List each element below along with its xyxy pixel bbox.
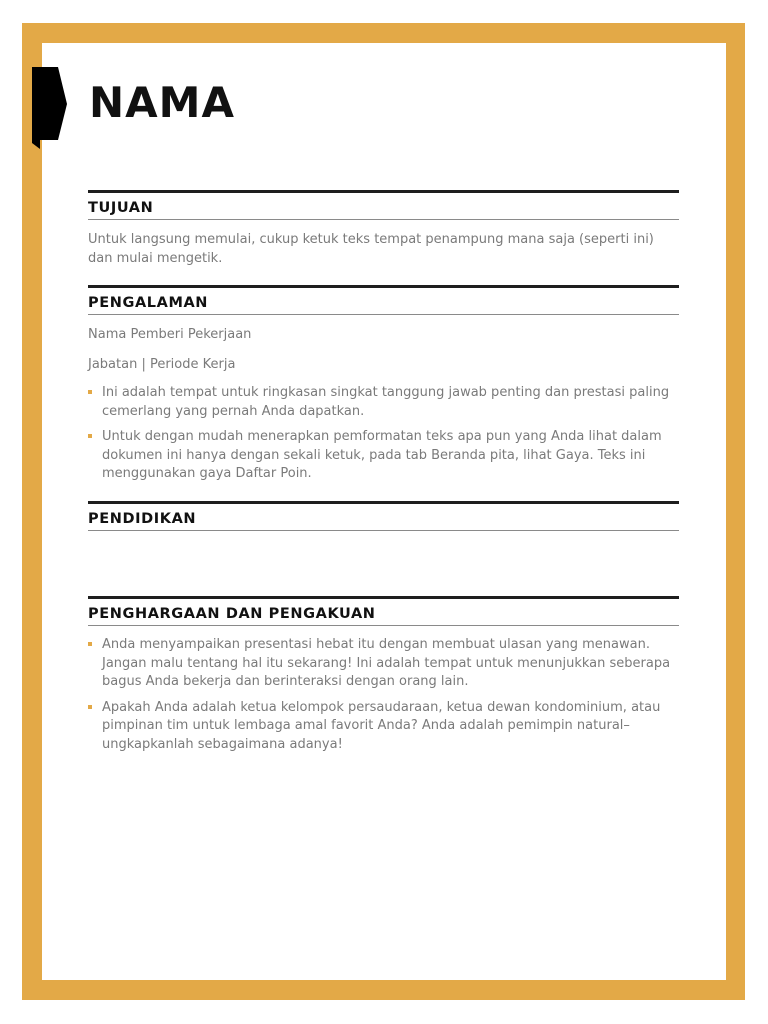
section-title-awards[interactable]: PENGHARGAAN DAN PENGAKUAN	[88, 606, 376, 622]
awards-section	[88, 596, 679, 754]
list-item[interactable]	[88, 699, 679, 755]
job-title-period[interactable]: Jabatan | Periode Kerja	[88, 356, 236, 372]
resume-name[interactable]: NAMA	[89, 78, 235, 127]
objective-section	[88, 190, 679, 268]
bullet-icon	[88, 642, 92, 646]
bullet-icon	[88, 434, 92, 438]
section-header	[88, 501, 679, 531]
list-item[interactable]	[88, 384, 679, 421]
section-title-experience[interactable]: PENGALAMAN	[88, 295, 209, 311]
experience-bullets	[88, 384, 679, 484]
bullet-text: Untuk dengan mudah menerapkan pemformatan teks apa pun yang Anda lihat dalam dokumen ini hanya dengan sekali ketuk, pada tab Beranda pita, lihat Gaya. Teks ini menggunakan gaya Daftar Poin.	[102, 429, 662, 481]
bullet-icon	[88, 390, 92, 394]
section-header	[88, 596, 679, 626]
objective-text[interactable]: Untuk langsung memulai, cukup ketuk teks tempat penampung mana saja (seperti ini) dan mulai mengetik.	[88, 232, 654, 266]
education-section	[88, 501, 679, 531]
list-item[interactable]	[88, 428, 679, 484]
list-item[interactable]	[88, 636, 679, 692]
bullet-icon	[88, 705, 92, 709]
bullet-text: Ini adalah tempat untuk ringkasan singkat tanggung jawab penting dan prestasi paling cemerlang yang pernah Anda dapatkan.	[102, 385, 670, 419]
section-header	[88, 190, 679, 220]
employer-name[interactable]: Nama Pemberi Pekerjaan	[88, 327, 252, 342]
section-title-education[interactable]: PENDIDIKAN	[88, 511, 197, 527]
section-header	[88, 285, 679, 315]
bookmark-icon	[32, 67, 68, 149]
awards-bullets	[88, 636, 679, 754]
experience-section	[88, 285, 679, 484]
bullet-text: Anda menyampaikan presentasi hebat itu dengan membuat ulasan yang menawan. Jangan malu tentang hal itu sekarang! Ini adalah tempat untuk menunjukkan seberapa bagus Anda bekerja dan berinteraksi dengan orang lain.	[102, 637, 671, 689]
section-title-objective[interactable]: TUJUAN	[88, 200, 154, 216]
bullet-text: Apakah Anda adalah ketua kelompok persaudaraan, ketua dewan kondominium, atau pimpinan tim untuk lembaga amal favorit Anda? Anda adalah pemimpin natural–ungkapkanlah sebagaimana adanya!	[102, 699, 661, 752]
